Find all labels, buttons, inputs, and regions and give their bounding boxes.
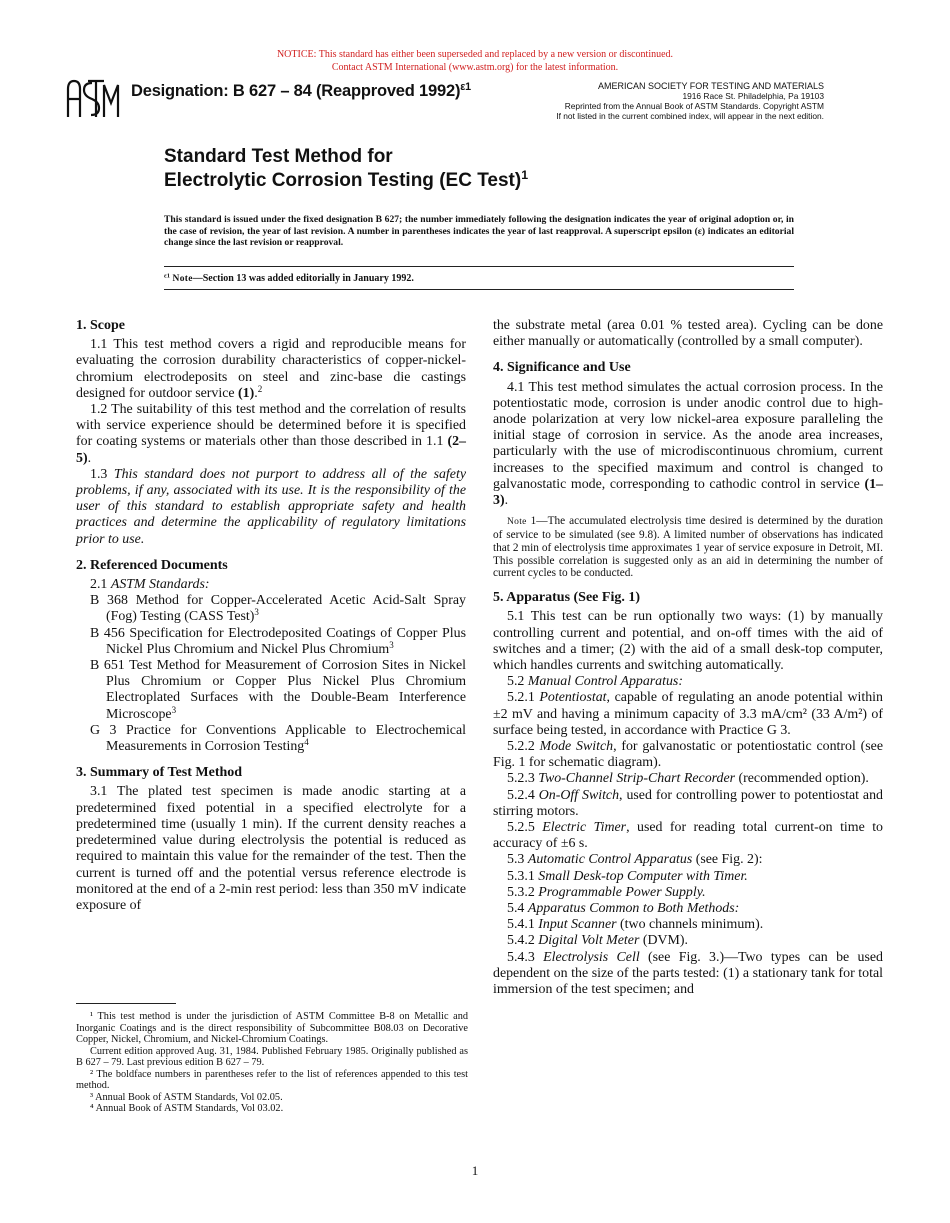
reference-item: B 456 Specification for Electrodeposited Coatings of Copper Plus Nickel Plus Chromium and Nickel Plus Chromium$^3$ <box>90 625 466 657</box>
footnote: ¹ This test method is under the jurisdiction of ASTM Committee B-8 on Metallic and Inorganic Coatings and is the direct responsibility of Subcommittee B08.03 on Decorative Copper, Nickel, Chromium, and Nickel-Chromium Coatings. <box>76 1011 468 1045</box>
paragraph-5-2-5: 5.2.5 Electric Timer, used for reading total current-on time to accuracy of ±6 s. <box>493 820 884 852</box>
footnote: ² The boldface numbers in parentheses refer to the list of references appended to this test method. <box>76 1068 468 1091</box>
org-line: If not listed in the current combined index, will appear in the next edition. <box>556 111 824 121</box>
paragraph-1-3: 1.3 This standard does not purport to address all of the safety problems, if any, associated with its use. It is the responsibility of the user of this standard to establish appropriate safety and health practices and determine the applicability of regulatory limitations prior to use. <box>76 466 466 547</box>
org-line: 1916 Race St. Philadelphia, Pa 19103 <box>682 91 824 101</box>
left-column <box>76 318 466 914</box>
paragraph-5-4: 5.4 Apparatus Common to Both Methods: <box>507 901 740 917</box>
org-line: AMERICAN SOCIETY FOR TESTING AND MATERIALS <box>597 81 824 91</box>
footnote: Current edition approved Aug. 31, 1984. Published February 1985. Originally published as B 627 – 79. Last previous edition B 627 – 79. <box>76 1045 468 1068</box>
astm-logo-icon <box>64 77 120 121</box>
reference-item: G 3 Practice for Conventions Applicable to Electrochemical Measurements in Corrosion Testing$^4$ <box>90 722 466 755</box>
paragraph-1-1: 1.1 This test method covers a rigid and reproducible means for evaluating the corrosion durability characteristics of copper-nickel-chromium electrodeposits on steel and zinc-base die castings designed for outdoor service (1).$^2$ <box>76 337 466 401</box>
section-heading-references: 2. Referenced Documents <box>76 557 228 573</box>
paragraph-5-2-4: 5.2.4 On-Off Switch, used for controlling power to potentiostat and stirring motors. <box>493 787 883 819</box>
notice-line-1: NOTICE: This standard has either been superseded and replaced by a new version or discontinued. <box>276 49 674 60</box>
notice-line-2: Contact ASTM International (www.astm.org) for the latest information. <box>331 62 619 73</box>
designation <box>131 82 471 101</box>
paragraph-5-1: 5.1 This test can be run optionally two ways: (1) by manually controlling current and potential, and on-off times with the aid of switches and a timer; (2) with the aid of a small desk-top computer, which handles currents and switching automatically. <box>493 609 883 674</box>
issuance-statement: This standard is issued under the fixed designation B 627; the number immediately following the designation indicates the year of original adoption or, in the case of revision, the year of last revision. A number in parentheses indicates the year of last reapproval. A superscript epsilon (ε) indicates an editorial change since the last revision or reapproval. <box>164 214 794 248</box>
reference-item: B 651 Test Method for Measurement of Corrosion Sites in Nickel Plus Chromium or Copper Plus Nickel Plus Chromium Electroplated Surfaces with the Double-Beam Interference Microscope$^3$ <box>90 658 466 722</box>
paragraph-5-3-2: 5.3.2 Programmable Power Supply. <box>507 884 706 900</box>
divider <box>164 289 794 290</box>
paragraph-4-1: 4.1 This test method simulates the actual corrosion process. In the potentiostatic mode, corrosion is under anodic control due to high-anode polarization at very low nickel-area exposure paralleling the initial stage of corrosion in service. As the anode area increases, particularly with the use of microdiscontinuous chromium, current increases to the specified maximum and control is changed to galvanostatic mode, corresponding to cathodic control in service (1–3). <box>493 379 883 509</box>
footnote: ³ Annual Book of ASTM Standards, Vol 02.05. <box>90 1091 283 1103</box>
obsolescence-notice <box>0 48 950 74</box>
paragraph-5-4-1: 5.4.1 Input Scanner (two channels minimum). <box>507 917 764 933</box>
title-line-2: Electrolytic Corrosion Testing (EC Test)$^1$ <box>164 168 529 191</box>
reference-item: B 368 Method for Copper-Accelerated Acetic Acid-Salt Spray (Fog) Testing (CASS Test)$^3$ <box>90 593 466 625</box>
note-1: Note 1—The accumulated electrolysis time desired is determined by the duration of service to be simulated (see 9.8). A limited number of observations has indicated that 2 min of electrolysis time approximates 1 year of service exposure in Detroit, MI. This possible correlation is suggested only as an aid in determining the number of current cycles to be conducted. <box>493 515 883 580</box>
footnote: ⁴ Annual Book of ASTM Standards, Vol 03.02. <box>90 1103 284 1114</box>
document-title <box>164 145 528 193</box>
footnotes <box>76 1011 468 1115</box>
paragraph-5-3-1: 5.3.1 Small Desk-top Computer with Timer. <box>507 868 748 884</box>
editorial-note: $^{\varepsilon 1}$ Note—Section 13 was added editorially in January 1992. <box>164 272 414 284</box>
paragraph-5-2-2: 5.2.2 Mode Switch, for galvanostatic or potentiostatic control (see Fig. 1 for schematic diagram). <box>493 739 883 771</box>
designation-epsilon: ε1 <box>460 81 471 94</box>
paragraph-3-1-continued: the substrate metal (area 0.01 % tested area). Cycling can be done either manually or automatically (controlled by a small computer). <box>493 318 883 350</box>
paragraph-2-1: 2.1 ASTM Standards: <box>90 577 210 593</box>
section-heading-scope: 1. Scope <box>76 318 125 333</box>
paragraph-5-4-3: 5.4.3 Electrolysis Cell (see Fig. 3.)—Two types can be used dependent on the size of the parts tested: (1) a stationary tank for total immersion of the test specimen; and <box>493 949 883 998</box>
paragraph-5-4-2: 5.4.2 Digital Volt Meter (DVM). <box>507 933 688 949</box>
paragraph-5-3: 5.3 Automatic Control Apparatus (see Fig. 2): <box>507 852 763 868</box>
section-heading-apparatus: 5. Apparatus (See Fig. 1) <box>493 590 640 606</box>
paragraph-5-2-1: 5.2.1 Potentiostat, capable of regulating an anode potential within ±2 mV and having a minimum capacity of 3.3 mA/cm² (33 A/m²) of surface being tested, in accordance with Practice G 3. <box>493 690 883 738</box>
title-line-1: Standard Test Method for <box>164 146 393 167</box>
org-line: Reprinted from the Annual Book of ASTM Standards. Copyright ASTM <box>564 101 824 111</box>
page-number: 1 <box>471 1163 479 1178</box>
paragraph-5-2-3: 5.2.3 Two-Channel Strip-Chart Recorder (recommended option). <box>507 771 869 787</box>
title-footnote-mark: 1 <box>521 168 529 183</box>
section-heading-summary: 3. Summary of Test Method <box>76 765 243 781</box>
paragraph-5-2: 5.2 Manual Control Apparatus: <box>507 674 683 690</box>
paragraph-1-2: 1.2 The suitability of this test method and the correlation of results with service experience should be determined before it is specified for coating systems or materials other than those described in 1.1 (2–5). <box>76 402 466 466</box>
designation-text: Designation: B 627 – 84 (Reapproved 1992) <box>131 82 461 100</box>
footnote-divider <box>76 1003 176 1004</box>
publisher-block <box>504 81 824 121</box>
section-heading-significance: 4. Significance and Use <box>493 360 631 376</box>
paragraph-3-1: 3.1 The plated test specimen is made anodic starting at a predetermined fixed potential in a specified electrolyte for a predetermined time (usually 1 min). If the current density reaches a predetermined value during electrolysis the potential is reduced as required to maintain this value for the remainder of the test. Then the current is turned off and the potential versus reference electrode is monitored at the end of a 2-min rest period: less than 350 mV indicate exposure of <box>76 784 466 913</box>
right-column <box>493 318 883 998</box>
divider <box>164 266 794 267</box>
